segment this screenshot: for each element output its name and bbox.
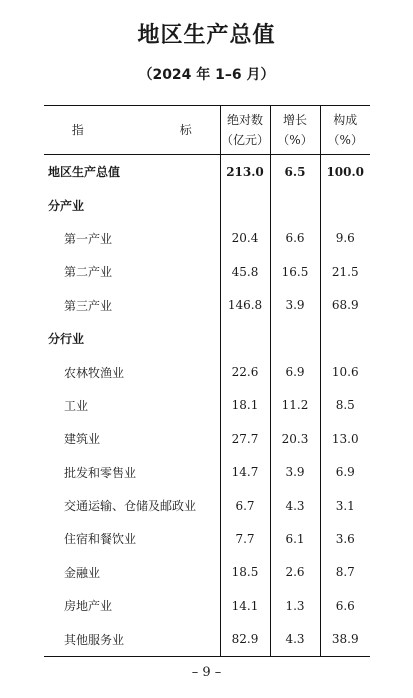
- cell-growth: 11.2: [270, 389, 320, 422]
- header-indicator: 指 标: [44, 106, 220, 155]
- cell-composition: 6.9: [320, 456, 370, 489]
- table-body: [44, 155, 370, 657]
- page-title: 地区生产总值: [137, 23, 276, 48]
- cell-growth: 6.1: [270, 522, 320, 555]
- row-label: 房地产业: [64, 599, 113, 614]
- cell-growth: [270, 188, 320, 221]
- row-label: 批发和零售业: [64, 465, 137, 480]
- row-label: 住宿和餐饮业: [64, 532, 137, 547]
- row-label: 第三产业: [64, 298, 113, 313]
- cell-growth: 6.5: [270, 155, 320, 189]
- cell-absolute: [220, 322, 270, 355]
- cell-absolute: 14.1: [220, 589, 270, 622]
- header-absolute: [220, 106, 270, 155]
- table-row: [44, 522, 370, 555]
- table-row: [44, 556, 370, 589]
- cell-absolute: 146.8: [220, 289, 270, 322]
- table-row: [44, 389, 370, 422]
- table-row: [44, 422, 370, 455]
- page-subtitle: （2024 年 1–6 月）: [138, 67, 275, 83]
- cell-composition: 6.6: [320, 589, 370, 622]
- cell-composition: 68.9: [320, 289, 370, 322]
- cell-absolute: 27.7: [220, 422, 270, 455]
- cell-growth: 6.9: [270, 355, 320, 388]
- cell-composition: 21.5: [320, 255, 370, 288]
- cell-absolute: 7.7: [220, 522, 270, 555]
- table-row: [44, 222, 370, 255]
- cell-composition: [320, 322, 370, 355]
- header-absolute-label: 绝对数: [226, 113, 263, 127]
- cell-absolute: 22.6: [220, 355, 270, 388]
- cell-composition: 13.0: [320, 422, 370, 455]
- cell-absolute: 213.0: [220, 155, 270, 189]
- table-row: [44, 589, 370, 622]
- cell-growth: 4.3: [270, 489, 320, 522]
- row-label: 第一产业: [64, 231, 113, 246]
- cell-composition: 8.7: [320, 556, 370, 589]
- cell-absolute: 18.5: [220, 556, 270, 589]
- row-label: 建筑业: [64, 432, 101, 447]
- row-label: 分行业: [48, 332, 85, 347]
- table-row: [44, 289, 370, 322]
- cell-absolute: [220, 188, 270, 221]
- row-label: 工业: [64, 398, 89, 413]
- cell-growth: 6.6: [270, 222, 320, 255]
- cell-growth: 20.3: [270, 422, 320, 455]
- row-label: 农林牧渔业: [64, 365, 125, 380]
- cell-absolute: 20.4: [220, 222, 270, 255]
- header-growth-unit: （%）: [277, 133, 313, 147]
- header-composition: [320, 106, 370, 155]
- cell-growth: 3.9: [270, 456, 320, 489]
- row-label: 分产业: [48, 198, 85, 213]
- table-row: [44, 155, 370, 189]
- cell-growth: 1.3: [270, 589, 320, 622]
- gdp-table: [44, 105, 370, 657]
- cell-growth: [270, 322, 320, 355]
- table-row: [44, 355, 370, 388]
- row-label: 交通运输、仓储及邮政业: [64, 499, 197, 514]
- cell-composition: 3.6: [320, 522, 370, 555]
- cell-composition: 100.0: [320, 155, 370, 189]
- cell-absolute: 82.9: [220, 622, 270, 656]
- header-growth: [270, 106, 320, 155]
- header-absolute-unit: （亿元）: [220, 133, 269, 147]
- table-row: [44, 622, 370, 656]
- cell-composition: 9.6: [320, 222, 370, 255]
- cell-absolute: 45.8: [220, 255, 270, 288]
- cell-absolute: 6.7: [220, 489, 270, 522]
- page-number: – 9 –: [191, 665, 222, 680]
- table-row: [44, 322, 370, 355]
- cell-composition: 38.9: [320, 622, 370, 656]
- cell-composition: 3.1: [320, 489, 370, 522]
- table-header: [44, 106, 370, 155]
- table-row: [44, 456, 370, 489]
- cell-growth: 4.3: [270, 622, 320, 656]
- header-composition-unit: （%）: [327, 133, 363, 147]
- cell-composition: 8.5: [320, 389, 370, 422]
- row-label: 地区生产总值: [48, 165, 121, 180]
- header-growth-label: 增长: [282, 113, 307, 127]
- table-row: [44, 188, 370, 221]
- table-row: [44, 255, 370, 288]
- row-label: 第二产业: [64, 265, 113, 280]
- cell-composition: 10.6: [320, 355, 370, 388]
- cell-absolute: 18.1: [220, 389, 270, 422]
- table-row: [44, 489, 370, 522]
- header-composition-label: 构成: [333, 113, 358, 127]
- cell-composition: [320, 188, 370, 221]
- cell-growth: 16.5: [270, 255, 320, 288]
- cell-growth: 2.6: [270, 556, 320, 589]
- row-label: 金融业: [64, 565, 101, 580]
- row-label: 其他服务业: [44, 622, 220, 656]
- cell-absolute: 14.7: [220, 456, 270, 489]
- cell-growth: 3.9: [270, 289, 320, 322]
